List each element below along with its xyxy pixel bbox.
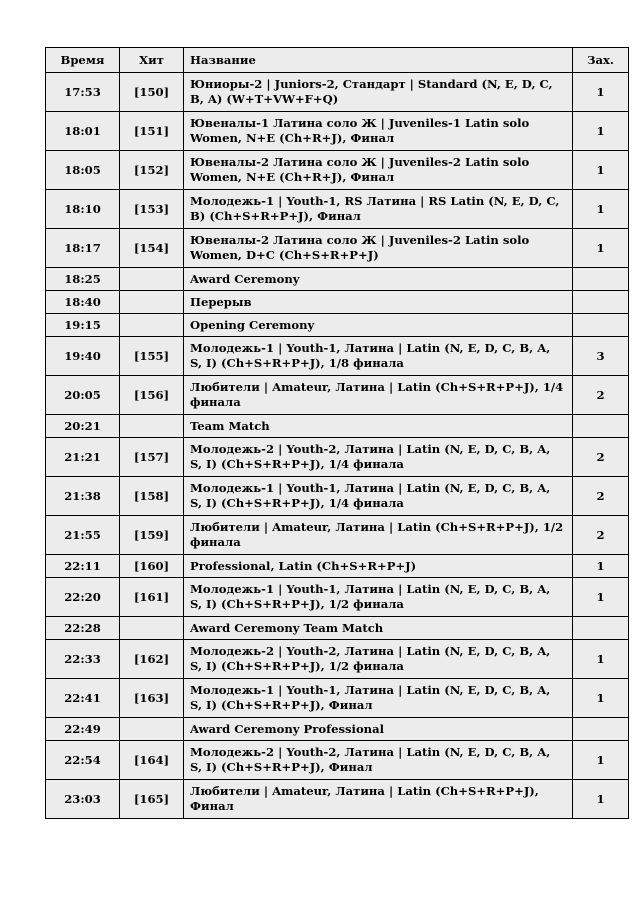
cell-time: 21:21 <box>46 438 120 477</box>
cell-recalls: 1 <box>573 780 629 819</box>
cell-heat: [156] <box>120 376 184 415</box>
cell-heat: [158] <box>120 477 184 516</box>
cell-name: Award Ceremony Professional <box>184 718 573 741</box>
table-row <box>46 314 629 337</box>
cell-name: Молодежь-2 | Youth-2, Латина | Latin (N, E, D, C, B, A, S, I) (Ch+S+R+P+J), Финал <box>184 741 573 780</box>
cell-time: 22:54 <box>46 741 120 780</box>
cell-name: Молодежь-1 | Youth-1, Латина | Latin (N, E, D, C, B, A, S, I) (Ch+S+R+P+J), 1/8 финала <box>184 337 573 376</box>
cell-recalls: 2 <box>573 477 629 516</box>
cell-time: 21:38 <box>46 477 120 516</box>
cell-time: 22:49 <box>46 718 120 741</box>
header-recalls: Зах. <box>573 48 629 73</box>
cell-time: 22:41 <box>46 679 120 718</box>
cell-name: Молодежь-1 | Youth-1, Латина | Latin (N, E, D, C, B, A, S, I) (Ch+S+R+P+J), 1/4 финала <box>184 477 573 516</box>
table-row <box>46 718 629 741</box>
cell-heat <box>120 291 184 314</box>
cell-recalls: 2 <box>573 376 629 415</box>
cell-heat: [153] <box>120 190 184 229</box>
table-row <box>46 151 629 190</box>
cell-time: 22:33 <box>46 640 120 679</box>
cell-recalls: 1 <box>573 190 629 229</box>
cell-recalls: 1 <box>573 578 629 617</box>
cell-heat: [165] <box>120 780 184 819</box>
cell-heat <box>120 617 184 640</box>
table-row <box>46 291 629 314</box>
table-row <box>46 415 629 438</box>
cell-name: Юниоры-2 | Juniors-2, Стандарт | Standard (N, E, D, C, B, A) (W+T+VW+F+Q) <box>184 73 573 112</box>
cell-recalls: 1 <box>573 640 629 679</box>
cell-time: 18:25 <box>46 268 120 291</box>
cell-name: Молодежь-2 | Youth-2, Латина | Latin (N, E, D, C, B, A, S, I) (Ch+S+R+P+J), 1/4 финала <box>184 438 573 477</box>
cell-recalls: 2 <box>573 438 629 477</box>
cell-name: Любители | Amateur, Латина | Latin (Ch+S+R+P+J), 1/2 финала <box>184 516 573 555</box>
cell-heat: [155] <box>120 337 184 376</box>
cell-name: Перерыв <box>184 291 573 314</box>
header-name: Название <box>184 48 573 73</box>
cell-name: Award Ceremony Team Match <box>184 617 573 640</box>
table-row <box>46 477 629 516</box>
cell-heat <box>120 268 184 291</box>
cell-recalls <box>573 291 629 314</box>
cell-name: Ювеналы-1 Латина соло Ж | Juveniles-1 Latin solo Women, N+E (Ch+R+J), Финал <box>184 112 573 151</box>
cell-heat: [162] <box>120 640 184 679</box>
cell-heat <box>120 314 184 337</box>
cell-name: Opening Ceremony <box>184 314 573 337</box>
cell-heat <box>120 415 184 438</box>
cell-recalls: 1 <box>573 73 629 112</box>
table-row <box>46 741 629 780</box>
cell-time: 18:10 <box>46 190 120 229</box>
table-row <box>46 640 629 679</box>
cell-recalls: 1 <box>573 112 629 151</box>
cell-recalls <box>573 718 629 741</box>
cell-time: 18:17 <box>46 229 120 268</box>
cell-heat <box>120 718 184 741</box>
table-row <box>46 73 629 112</box>
header-heat: Хит <box>120 48 184 73</box>
table-row <box>46 555 629 578</box>
cell-name: Молодежь-1 | Youth-1, Латина | Latin (N, E, D, C, B, A, S, I) (Ch+S+R+P+J), 1/2 финала <box>184 578 573 617</box>
cell-time: 21:55 <box>46 516 120 555</box>
cell-time: 18:01 <box>46 112 120 151</box>
cell-name: Любители | Amateur, Латина | Latin (Ch+S+R+P+J), Финал <box>184 780 573 819</box>
cell-recalls: 1 <box>573 679 629 718</box>
cell-name: Молодежь-2 | Youth-2, Латина | Latin (N, E, D, C, B, A, S, I) (Ch+S+R+P+J), 1/2 финала <box>184 640 573 679</box>
cell-name: Ювеналы-2 Латина соло Ж | Juveniles-2 Latin solo Women, N+E (Ch+R+J), Финал <box>184 151 573 190</box>
cell-name: Любители | Amateur, Латина | Latin (Ch+S+R+P+J), 1/4 финала <box>184 376 573 415</box>
table-row <box>46 516 629 555</box>
cell-heat: [152] <box>120 151 184 190</box>
table-row <box>46 438 629 477</box>
cell-time: 19:40 <box>46 337 120 376</box>
table-row <box>46 337 629 376</box>
table-row <box>46 229 629 268</box>
table-row <box>46 578 629 617</box>
cell-name: Ювеналы-2 Латина соло Ж | Juveniles-2 Latin solo Women, D+C (Ch+S+R+P+J) <box>184 229 573 268</box>
cell-name: Молодежь-1 | Youth-1, Латина | Latin (N, E, D, C, B, A, S, I) (Ch+S+R+P+J), Финал <box>184 679 573 718</box>
cell-heat: [161] <box>120 578 184 617</box>
schedule-table <box>45 47 629 819</box>
table-row <box>46 780 629 819</box>
table-row <box>46 679 629 718</box>
schedule-body <box>46 73 629 819</box>
cell-heat: [157] <box>120 438 184 477</box>
table-row <box>46 112 629 151</box>
cell-time: 20:05 <box>46 376 120 415</box>
cell-recalls <box>573 617 629 640</box>
table-row <box>46 268 629 291</box>
cell-name: Team Match <box>184 415 573 438</box>
cell-heat: [163] <box>120 679 184 718</box>
table-row <box>46 617 629 640</box>
cell-time: 23:03 <box>46 780 120 819</box>
cell-recalls: 3 <box>573 337 629 376</box>
header-time: Время <box>46 48 120 73</box>
cell-heat: [160] <box>120 555 184 578</box>
table-row <box>46 190 629 229</box>
cell-heat: [154] <box>120 229 184 268</box>
cell-time: 17:53 <box>46 73 120 112</box>
cell-recalls <box>573 268 629 291</box>
cell-heat: [151] <box>120 112 184 151</box>
cell-recalls: 1 <box>573 555 629 578</box>
cell-time: 19:15 <box>46 314 120 337</box>
cell-recalls <box>573 314 629 337</box>
cell-name: Award Ceremony <box>184 268 573 291</box>
cell-heat: [150] <box>120 73 184 112</box>
cell-name: Молодежь-1 | Youth-1, RS Латина | RS Latin (N, E, D, C, B) (Ch+S+R+P+J), Финал <box>184 190 573 229</box>
cell-recalls <box>573 415 629 438</box>
header-row <box>46 48 629 73</box>
cell-recalls: 2 <box>573 516 629 555</box>
cell-time: 22:28 <box>46 617 120 640</box>
cell-recalls: 1 <box>573 229 629 268</box>
cell-time: 22:11 <box>46 555 120 578</box>
cell-time: 18:05 <box>46 151 120 190</box>
cell-time: 22:20 <box>46 578 120 617</box>
cell-heat: [164] <box>120 741 184 780</box>
cell-time: 18:40 <box>46 291 120 314</box>
table-row <box>46 376 629 415</box>
cell-recalls: 1 <box>573 741 629 780</box>
cell-heat: [159] <box>120 516 184 555</box>
cell-name: Professional, Latin (Ch+S+R+P+J) <box>184 555 573 578</box>
cell-recalls: 1 <box>573 151 629 190</box>
cell-time: 20:21 <box>46 415 120 438</box>
